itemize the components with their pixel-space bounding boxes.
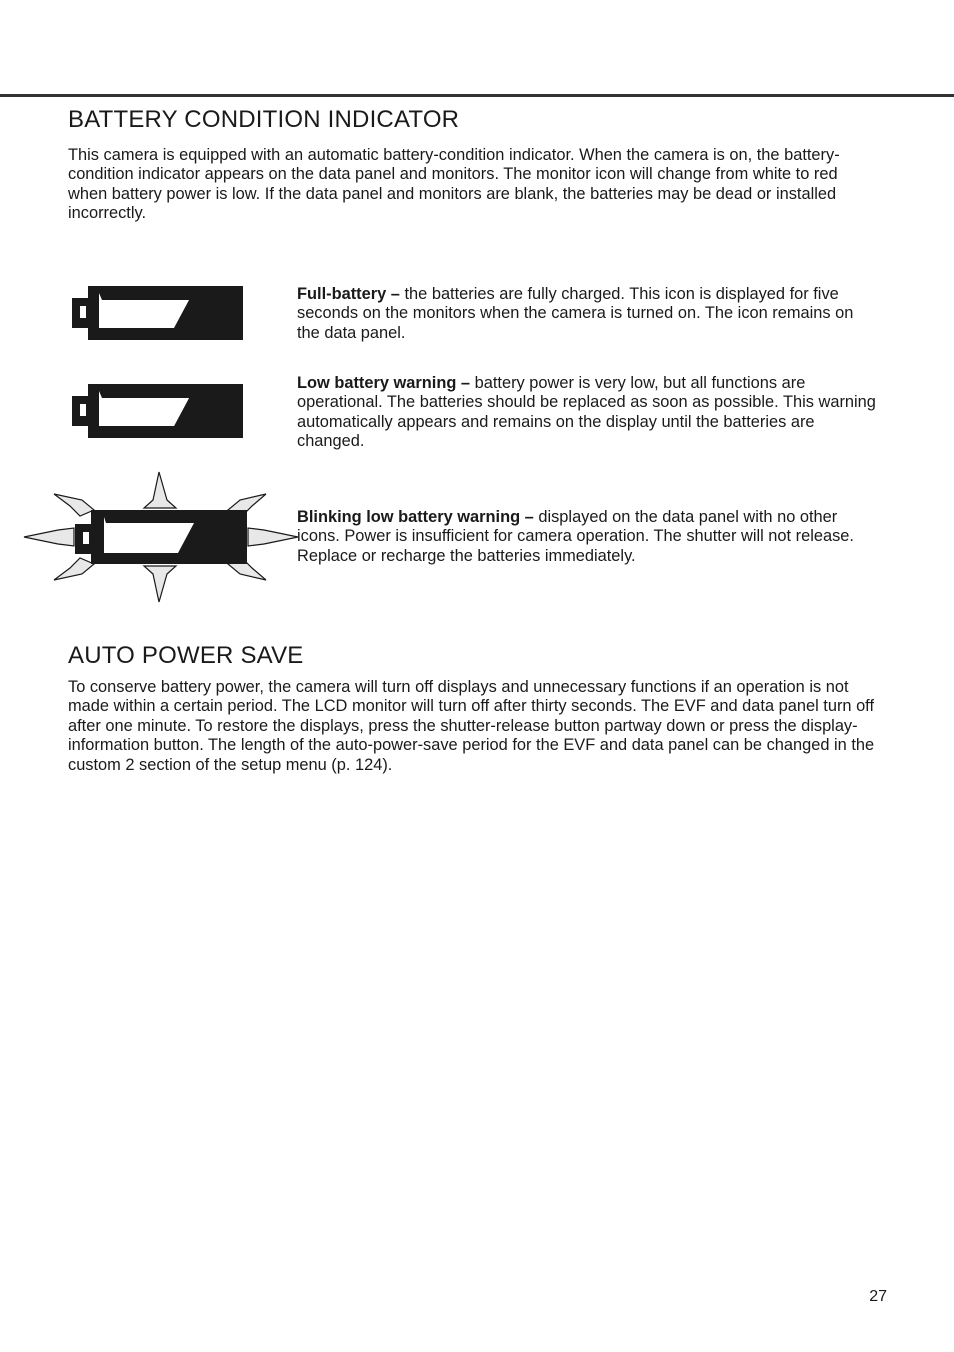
top-rule	[0, 94, 954, 97]
battery-section-title: BATTERY CONDITION INDICATOR	[68, 106, 460, 133]
auto-power-save-title: AUTO POWER SAVE	[68, 642, 304, 669]
full-battery-term: Full-battery –	[297, 285, 400, 303]
full-battery-description	[297, 285, 880, 343]
blinking-battery-term: Blinking low battery warning –	[297, 508, 534, 526]
full-battery-icon	[72, 284, 244, 342]
blinking-low-battery-icon	[22, 470, 300, 604]
low-battery-description	[297, 374, 880, 452]
blinking-battery-text: displayed on the data panel with no other icons. Power is insufficient for camera operation. The shutter will not release. Replace or recharge the batteries immediately.	[297, 508, 854, 565]
low-battery-icon	[72, 382, 244, 440]
low-battery-text: battery power is very low, but all functions are operational. The batteries should be replaced as soon as possible. This warning automatically appears and remains on the display until the batteries are changed.	[297, 374, 876, 451]
auto-power-save-body: To conserve battery power, the camera will turn off displays and unnecessary functions if an operation is not made within a certain period. The LCD monitor will turn off after thirty seconds. The EVF and data panel turn off after one minute. To restore the displays, press the shutter-release button partway down or press the display-information button. The length of the auto-power-save period for the EVF and data panel can be changed in the custom 2 section of the setup menu (p. 124).	[68, 678, 875, 774]
full-battery-text: the batteries are fully charged. This icon is displayed for five seconds on the monitors when the camera is turned on. The icon remains on the data panel.	[297, 285, 854, 342]
blinking-battery-description	[297, 508, 880, 566]
battery-intro: This camera is equipped with an automatic battery-condition indicator. When the camera is on, the battery-condition indicator appears on the data panel and monitors. The monitor icon will change from white to red when battery power is low. If the data panel and monitors are blank, the batteries may be dead or installed incorrectly.	[68, 146, 840, 223]
low-battery-term: Low battery warning –	[297, 374, 471, 392]
page-number: 27	[869, 1288, 887, 1305]
